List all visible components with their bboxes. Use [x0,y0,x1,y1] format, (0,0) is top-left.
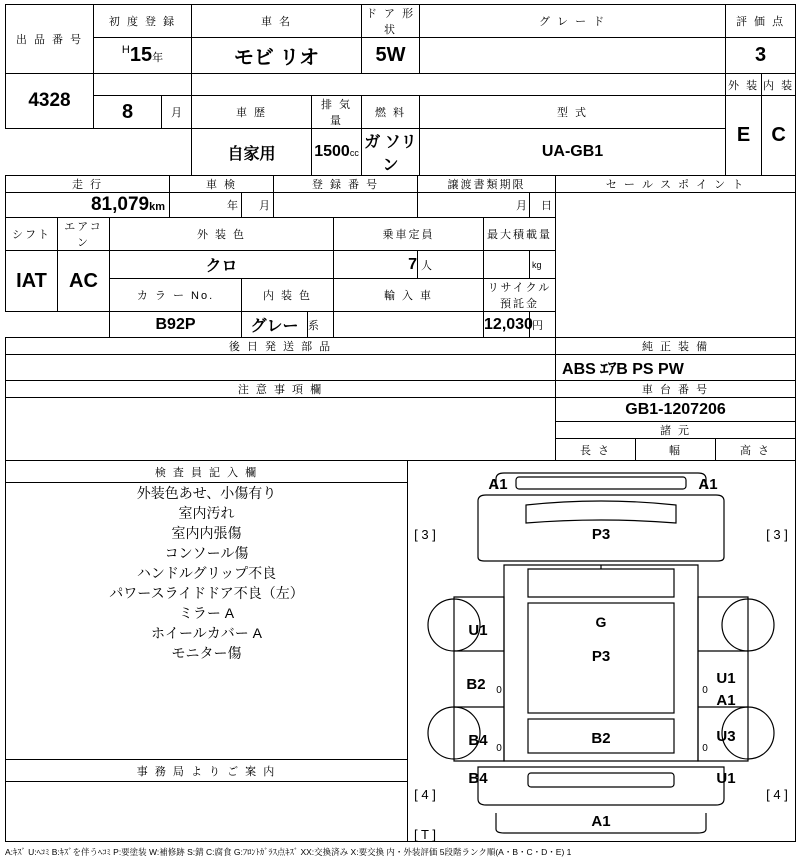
mark-center-g: G [595,614,607,630]
mark-right-rear-door: U3 [716,728,736,745]
mark-left-fender: U1 [468,622,488,639]
sales-point-label: セ ー ル ス ポ イ ン ト [556,176,796,193]
recycle-label: リサイクル預託金 [484,279,556,312]
chassis-value: GB1-1207206 [556,398,796,422]
damage-diagram [408,461,795,841]
first-reg-month-unit: 月 [162,96,192,129]
mark-left-bracket-bottom: [ 4 ] [414,787,436,802]
seats-label: 乗車定員 [334,218,484,251]
damage-diagram-cell [408,461,796,842]
shift-label: シフト [6,218,58,251]
transfer-label: 譲渡書類期限 [418,176,556,193]
width-label: 幅 [636,439,716,461]
max-load-unit: kg [530,251,556,279]
exhibit-no-label: 出 品 番 号 [6,5,94,74]
inspector-note-line: ハンドルグリップ不良 [136,565,277,582]
displacement-value [312,129,362,176]
int-color-value: グレー [242,312,308,338]
fuel-label: 燃 料 [362,96,420,129]
mileage-label: 走 行 [6,176,170,193]
rating-value: 3 [726,38,796,74]
inspector-notes [6,483,408,760]
mileage-unit: km [149,201,165,213]
third-table [5,380,796,461]
inspector-note-line: モニター傷 [171,645,242,662]
history-value: 自家用 [192,129,312,176]
later-parts-label: 後 日 発 送 部 品 [6,338,556,355]
first-reg-month-value [94,96,162,129]
grade-value [420,38,726,74]
first-reg-label: 初 度 登 録 [94,5,192,38]
fuel-value: ガ ソリン [362,129,420,176]
mark-right-zero1: 0 [702,685,708,696]
reg-no-value [274,193,418,218]
inspector-note-line: 室内内張傷 [171,525,242,542]
shift-value: IAT [6,251,58,312]
length-label: 長 さ [556,439,636,461]
exhibit-no-value: 4328 [6,74,94,129]
seats-unit: 人 [418,251,484,279]
mark-right-front-door: U1 [716,670,736,687]
height-label: 高 さ [716,439,796,461]
interior-grade: C [762,96,796,176]
aircon-label: エアコン [58,218,110,251]
legend-text: A:ｷｽﾞ U:ﾍｺﾐ B:ｷｽﾞを伴うﾍｺﾐ P:要塗装 W:補修跡 S:錆 C:腐食 G:ﾌﾛﾝﾄｶﾞﾗｽ点ｷｽﾞ XX:交換済み X:要交換 内・外装評価 5段階ランク順(A・B・C・D・E) 1 [5,847,572,857]
seats-value: 7 [334,251,418,279]
mark-hood: P3 [591,526,611,543]
mark-right-quarter: U1 [716,770,736,787]
chassis-label: 車 台 番 号 [556,381,796,398]
inspector-note-line: ホイールカバー A [151,625,262,642]
shaken-label: 車 検 [170,176,274,193]
displacement-unit: cc [349,148,359,158]
mark-left-bracket-top: [ 3 ] [414,527,436,542]
first-reg-month: 8 [121,100,134,123]
mark-left-front-door: B2 [466,676,486,693]
mark-right-front-door2: A1 [716,692,736,709]
car-name-label: 車 名 [192,5,362,38]
mark-bottom-panel: A1 [591,813,611,830]
mark-left-rear-door: B4 [468,732,488,749]
first-reg-era: H [121,44,130,56]
bottom-table [5,460,796,842]
reg-no-label: 登 録 番 号 [274,176,418,193]
header-table [5,4,796,176]
mark-top-left: A1 [488,476,508,493]
inspector-note-line: 外装色あせ、小傷有り [136,485,277,502]
later-parts-value [6,355,556,381]
door-label: ド ア 形 状 [362,5,420,38]
color-no-value: B92P [110,312,242,338]
grade-label: グ レ ー ド [420,5,726,38]
inspector-note-line: ミラー A [178,605,235,622]
sales-point-value [556,193,796,338]
max-load-value [484,251,530,279]
mark-right-bracket-top: [ 3 ] [766,527,788,542]
import-value [334,312,484,338]
recycle-unit: 円 [530,312,556,338]
displacement-label: 排 気 量 [312,96,362,129]
interior-label: 内 装 [762,74,796,96]
mark-rear: B2 [591,730,611,747]
model-code-label: 型 式 [420,96,726,129]
exterior-label: 外 装 [726,74,762,96]
int-color-label: 内 装 色 [242,279,334,312]
aircon-value: AC [58,251,110,312]
shaken-year: 年 [170,193,242,218]
model-code-value: UA-GB1 [420,129,726,176]
mark-bottom-bracket: [ T ] [414,827,436,841]
transfer-day: 日 [530,193,556,218]
genuine-equip-label: 純 正 装 備 [556,338,796,355]
mark-left-zero2: 0 [496,743,502,754]
mark-top-right: A1 [698,476,718,493]
office-notice-value [6,782,408,842]
inspector-title: 検 査 員 記 入 欄 [6,461,408,483]
first-reg-year-unit: 年 [152,52,164,64]
transfer-month: 月 [418,193,530,218]
exterior-grade: E [726,96,762,176]
max-load-label: 最大積載量 [484,218,556,251]
mark-left-zero1: 0 [496,685,502,696]
inspector-note-line: コンソール傷 [164,545,249,562]
first-reg-value [94,38,192,74]
office-notice-label: 事 務 局 よ り ご 案 内 [6,760,408,782]
displacement-number: 1500 [314,143,350,160]
recycle-value: 12,030 [484,312,530,338]
mark-left-quarter: B4 [468,770,488,787]
dimension-label: 諸 元 [556,422,796,439]
genuine-equip-value: ABS ｴｱB PS PW [556,355,796,381]
first-reg-spacer [94,74,192,96]
first-reg-year: 15 [129,44,153,66]
second-table [5,175,796,381]
ext-color-label: 外 装 色 [110,218,334,251]
mark-right-zero2: 0 [702,743,708,754]
shaken-month: 月 [242,193,274,218]
caution-value [6,398,556,461]
int-color-suffix: 系 [308,312,334,338]
car-name-value: モビ リオ [192,38,362,74]
history-label: 車 歴 [192,96,312,129]
caution-label: 注 意 事 項 欄 [6,381,556,398]
inspector-note-line: パワースライドドア不良（左） [109,585,304,602]
mileage-value [6,193,170,218]
door-value: 5W [362,38,420,74]
rating-label: 評 価 点 [726,5,796,38]
inspector-note-line: 室内汚れ [178,505,235,522]
mark-right-bracket-bottom: [ 4 ] [766,787,788,802]
mileage-number: 81,079 [90,194,150,215]
mark-roof: P3 [591,648,611,665]
ext-color-value: クロ [110,251,334,279]
import-label: 輸 入 車 [334,279,484,312]
color-no-label: カ ラ ー No. [110,279,242,312]
